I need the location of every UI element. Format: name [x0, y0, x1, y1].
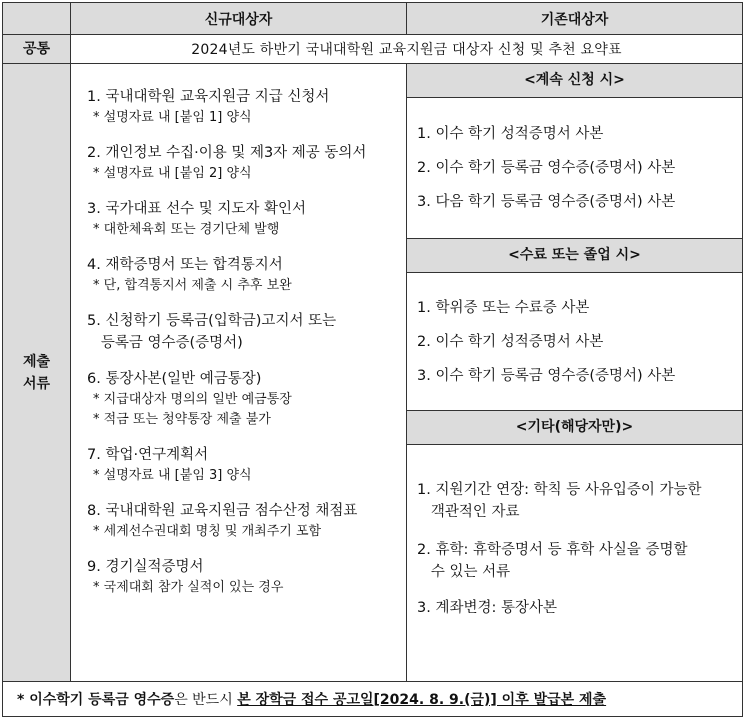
header-new: 신규대상자 [71, 3, 407, 35]
footer-row [3, 682, 743, 717]
new-doc-note: * 대한체육회 또는 경기단체 발행 [93, 222, 280, 237]
new-doc-note: * 설명자료 내 [붙임 1] 양식 [93, 110, 252, 125]
new-doc-title: 6. 통장사본(일반 예금통장) [87, 371, 262, 387]
new-doc-note: * 설명자료 내 [붙임 3] 양식 [93, 468, 252, 483]
new-doc-item [87, 198, 394, 240]
common-text: 2024년도 하반기 국내대학원 교육지원금 대상자 신청 및 추천 요약표 [71, 35, 743, 64]
other-item: 1. 지원기간 연장: 학칙 등 사유입증이 가능한 객관적인 자료 [417, 481, 702, 520]
new-doc-note: * 지급대상자 명의의 일반 예금통장 [93, 392, 292, 407]
new-doc-item [87, 444, 394, 486]
docs-row [3, 64, 743, 682]
footer-underlined: 본 장학금 접수 공고일[2024. 8. 9.(금)] 이후 발급본 제출 [237, 692, 607, 708]
new-doc-title: 8. 국내대학원 교육지원금 점수산정 채점표 [87, 503, 358, 519]
new-doc-item [87, 500, 394, 542]
new-doc-title: 7. 학업·연구계획서 [87, 447, 209, 463]
footer-note [3, 682, 743, 717]
new-docs-list [87, 86, 394, 598]
common-row [3, 35, 743, 64]
footer-middle: 은 반드시 [174, 692, 238, 708]
new-doc-note: * 단, 합격통지서 제출 시 추후 보완 [93, 278, 292, 293]
footer-prefix: * 이수학기 등록금 영수증 [17, 692, 175, 708]
graduate-list [407, 273, 742, 410]
other-item: 2. 휴학: 휴학증명서 등 휴학 사실을 증명할 수 있는 서류 [417, 541, 688, 580]
header-existing: 기존대상자 [407, 3, 743, 35]
existing-docs-wrap [407, 64, 742, 650]
new-doc-item [87, 86, 394, 128]
continue-item: 2. 이수 학기 등록금 영수증(증명서) 사본 [417, 160, 676, 176]
docs-label-line2: 서류 [22, 375, 51, 392]
new-docs-cell [71, 64, 407, 682]
graduate-item: 3. 이수 학기 등록금 영수증(증명서) 사본 [417, 367, 676, 384]
new-doc-note: * 설명자료 내 [붙임 2] 양식 [93, 166, 252, 181]
other-title: <기타(해당자만)> [407, 410, 742, 445]
graduate-item: 1. 학위증 또는 수료증 사본 [417, 299, 590, 316]
new-doc-item [87, 368, 394, 430]
continue-item: 3. 다음 학기 등록금 영수증(증명서) 사본 [417, 194, 676, 210]
header-row [3, 3, 743, 35]
existing-docs-cell [407, 64, 743, 682]
new-doc-title: 1. 국내대학원 교육지원금 지급 신청서 [87, 89, 330, 105]
new-doc-item [87, 254, 394, 296]
new-doc-item [87, 310, 394, 354]
new-doc-item [87, 556, 394, 598]
new-doc-title: 4. 재학증명서 또는 합격통지서 [87, 257, 283, 273]
new-doc-item [87, 142, 394, 184]
continue-item: 1. 이수 학기 성적증명서 사본 [417, 126, 604, 142]
new-doc-note: * 적금 또는 청약통장 제출 불가 [93, 412, 271, 427]
new-doc-title: 5. 신청학기 등록금(입학금)고지서 또는 등록금 영수증(증명서) [87, 313, 337, 351]
docs-label [3, 64, 71, 682]
new-doc-note: * 국제대회 참가 실적이 있는 경우 [93, 580, 284, 595]
other-list [407, 445, 742, 650]
graduate-title: <수료 또는 졸업 시> [407, 238, 742, 273]
summary-table [2, 2, 743, 717]
common-label: 공통 [3, 35, 71, 64]
new-doc-title: 3. 국가대표 선수 및 지도자 확인서 [87, 201, 306, 217]
docs-label-line1: 제출 [22, 353, 51, 370]
new-doc-note: * 세계선수권대회 명칭 및 개최주기 포함 [93, 524, 322, 539]
continue-title: <계속 신청 시> [407, 64, 742, 98]
corner-cell [3, 3, 71, 35]
new-doc-title: 9. 경기실적증명서 [87, 559, 204, 575]
other-item: 3. 계좌변경: 통장사본 [417, 599, 557, 616]
new-doc-title: 2. 개인정보 수집·이용 및 제3자 제공 동의서 [87, 145, 367, 161]
graduate-item: 2. 이수 학기 성적증명서 사본 [417, 333, 604, 350]
continue-list [407, 98, 742, 238]
